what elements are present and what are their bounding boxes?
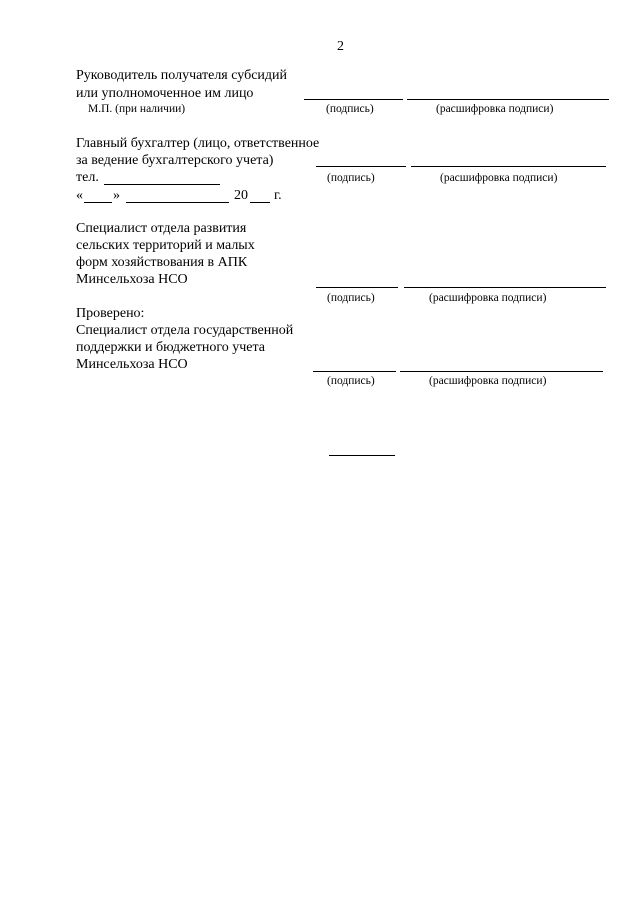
signature-caption: (подпись) — [327, 172, 375, 184]
decoding-line — [400, 371, 603, 372]
date-month-line — [126, 202, 229, 203]
date-year-line — [250, 202, 270, 203]
stamp-note: М.П. (при наличии) — [88, 103, 186, 115]
recipient-head-title-line1: Руководитель получателя субсидий — [76, 68, 288, 83]
signature-caption: (подпись) — [327, 375, 375, 387]
date-year-suffix: г. — [274, 188, 282, 203]
decoding-caption: (расшифровка подписи) — [440, 172, 558, 184]
signature-line — [316, 287, 398, 288]
phone-label: тел. — [76, 170, 99, 185]
support-specialist-title-line3: Минсельхоза НСО — [76, 357, 188, 372]
rural-specialist-title-line4: Минсельхоза НСО — [76, 272, 188, 287]
chief-accountant-title-line1: Главный бухгалтер (лицо, ответственное — [76, 136, 320, 151]
rural-specialist-title-line3: форм хозяйствования в АПК — [76, 255, 248, 270]
signature-line — [313, 371, 396, 372]
decoding-line — [404, 287, 606, 288]
decoding-caption: (расшифровка подписи) — [429, 292, 547, 304]
decoding-caption: (расшифровка подписи) — [436, 103, 554, 115]
signature-line — [316, 166, 406, 167]
signature-line — [304, 99, 403, 100]
decoding-line — [407, 99, 609, 100]
rural-specialist-title-line2: сельских территорий и малых — [76, 238, 255, 253]
decoding-line — [411, 166, 606, 167]
chief-accountant-title-line2: за ведение бухгалтерского учета) — [76, 153, 274, 168]
recipient-head-title-line2: или уполномоченное им лицо — [76, 86, 254, 101]
page-number: 2 — [337, 39, 344, 54]
date-close-quote: » — [113, 188, 120, 203]
date-year-prefix: 20 — [234, 188, 248, 203]
date-day-line — [84, 202, 112, 203]
support-specialist-title-line2: поддержки и бюджетного учета — [76, 340, 265, 355]
support-specialist-title-line1: Специалист отдела государственной — [76, 323, 294, 338]
phone-line — [104, 184, 220, 185]
document-end-line — [329, 455, 395, 456]
rural-specialist-title-line1: Специалист отдела развития — [76, 221, 247, 236]
date-open-quote: « — [76, 188, 83, 203]
signature-caption: (подпись) — [326, 103, 374, 115]
signature-caption: (подпись) — [327, 292, 375, 304]
checked-label: Проверено: — [76, 306, 145, 321]
decoding-caption: (расшифровка подписи) — [429, 375, 547, 387]
